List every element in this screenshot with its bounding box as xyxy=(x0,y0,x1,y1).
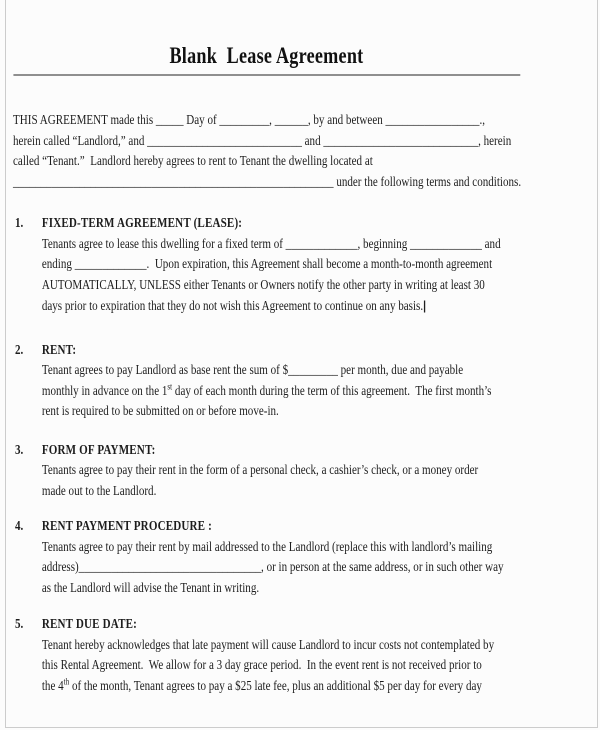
text-line xyxy=(42,382,569,403)
text-run: Tenants agree to pay their rent by mail addressed to the Landlord (replace this with landlord’s mailing xyxy=(41,539,493,555)
text-run: ending _____________. Upon expiration, this Agreement shall become a month-to-month agreement xyxy=(41,257,493,272)
text-line xyxy=(13,111,600,132)
text-line xyxy=(42,656,569,677)
text-line xyxy=(42,461,569,482)
section-number: 3. xyxy=(15,442,24,458)
text-run: of the month, Tenant agrees to pay a $25 late fee, plus an additional $5 per day for every day xyxy=(69,678,482,694)
text-line xyxy=(42,402,569,423)
text-line xyxy=(42,558,569,579)
text-run: as the Landlord will advise the Tenant in writing. xyxy=(41,580,260,596)
section-body xyxy=(42,538,569,600)
section-list xyxy=(0,214,600,697)
document-title: Blank Lease Agreement xyxy=(169,43,364,68)
section-body xyxy=(42,636,569,698)
title-block xyxy=(13,43,520,76)
text-run: called “Tenant.” Landlord hereby agrees to rent to Tenant the dwelling located at xyxy=(13,154,373,169)
section-heading: FORM OF PAYMENT: xyxy=(41,442,156,458)
section-number: 5. xyxy=(15,617,24,632)
section-fixed-term-agreement xyxy=(0,214,600,318)
section-rent xyxy=(0,341,600,423)
text-run: this Rental Agreement. We allow for a 3 day grace period. In the event rent is not received prior to xyxy=(41,658,482,673)
text-cursor: | xyxy=(423,298,426,313)
section-body xyxy=(42,361,569,423)
section-number: 2. xyxy=(15,342,24,358)
text-run: monthly in advance on the 1 xyxy=(41,383,168,399)
section-heading: FIXED-TERM AGREEMENT (LEASE): xyxy=(41,216,243,231)
superscript-ordinal: st xyxy=(167,380,173,391)
section-body xyxy=(42,235,569,318)
section-heading: RENT: xyxy=(41,342,77,358)
section-number: 1. xyxy=(15,216,24,231)
text-line xyxy=(42,255,569,276)
section-heading: RENT DUE DATE: xyxy=(41,617,138,632)
text-run: Tenants agree to pay their rent in the form of a personal check, a cashier’s check, or a money order xyxy=(41,463,479,478)
text-line xyxy=(13,132,600,153)
text-run: address)_________________________________, or in person at the same address, or in such other way xyxy=(41,560,504,575)
section-content xyxy=(42,615,569,697)
text-run: herein called “Landlord,” and ____________________________ and ____________________________, herein xyxy=(13,133,512,149)
text-run: __________________________________________________________ under the following terms and conditions. xyxy=(13,174,522,190)
section-content xyxy=(42,441,569,503)
text-line xyxy=(42,636,569,657)
text-line xyxy=(42,579,569,600)
section-heading: RENT PAYMENT PROCEDURE : xyxy=(41,519,212,534)
text-run: day of each month during the term of this agreement. The first month’s xyxy=(172,383,492,399)
section-content xyxy=(42,341,569,423)
section-form-of-payment xyxy=(0,441,600,503)
text-line xyxy=(42,677,569,698)
text-line xyxy=(42,361,569,382)
section-number: 4. xyxy=(15,519,24,534)
text-run: AUTOMATICALLY, UNLESS either Tenants or Owners notify the other party in writing at least 30 xyxy=(41,277,485,293)
superscript-ordinal: th xyxy=(63,675,70,686)
text-line xyxy=(42,235,569,256)
text-run: days prior to expiration that they do not wish this Agreement to continue on any basis. xyxy=(41,299,424,314)
section-content xyxy=(42,517,569,599)
section-body xyxy=(42,461,569,502)
text-line xyxy=(42,538,569,559)
text-run: the 4 xyxy=(41,678,64,694)
text-line xyxy=(13,173,600,194)
intro-paragraph xyxy=(13,111,600,193)
text-run: made out to the Landlord. xyxy=(41,483,157,499)
text-line xyxy=(42,276,569,297)
text-run: Tenant hereby acknowledges that late payment will cause Landlord to incur costs not contemplated by xyxy=(41,637,495,653)
section-content xyxy=(42,214,569,318)
section-rent-payment-procedure xyxy=(0,517,600,599)
text-run: Tenants agree to lease this dwelling for a fixed term of _____________, beginning _____________ and xyxy=(41,236,501,252)
text-run: THIS AGREEMENT made this _____ Day of _________, ______, by and between _________________., xyxy=(13,113,485,128)
text-run: Tenant agrees to pay Landlord as base rent the sum of $_________ per month, due and payable xyxy=(41,363,464,378)
section-rent-due-date xyxy=(0,615,600,697)
text-line xyxy=(42,482,569,503)
text-line xyxy=(13,152,600,173)
text-run: rent is required to be submitted on or before move-in. xyxy=(41,404,279,419)
text-line xyxy=(42,296,569,318)
